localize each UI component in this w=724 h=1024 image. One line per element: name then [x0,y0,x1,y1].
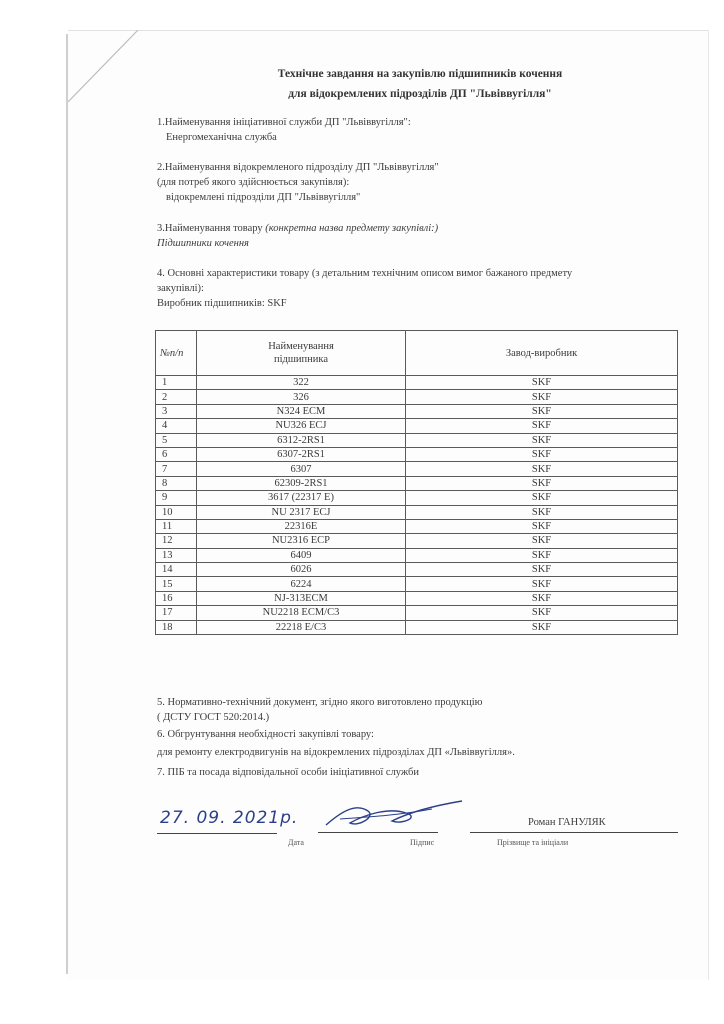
caption-signature: Підпис [410,838,435,847]
doc-title-line2: для відокремлених підрозділів ДП "Львіввугілля" [288,88,552,100]
section1-label: 1.Найменування ініціативної служби ДП "Львіввугілля": [157,117,411,128]
section2-sub: (для потреб якого здійснюється закупівля): [157,177,350,188]
manufacturer: SKF [406,577,678,591]
signature-underline [318,832,438,833]
table-row [156,577,678,591]
row-number: 9 [156,491,197,505]
bearing-name: NU2316 ECP [197,534,406,548]
table-row [156,404,678,418]
date-underline [157,833,277,834]
bearing-name: 22316E [197,519,406,533]
name-underline [470,832,678,833]
bearing-name: 6224 [197,577,406,591]
row-number: 8 [156,476,197,490]
manufacturer: SKF [406,491,678,505]
bearing-name: N324 ECM [197,404,406,418]
bearing-name: 6307 [197,462,406,476]
caption-name: Прізвище та ініціали [497,838,569,847]
row-number: 12 [156,534,197,548]
row-number: 7 [156,462,197,476]
manufacturer: SKF [406,534,678,548]
manufacturer: SKF [406,591,678,605]
manufacturer: SKF [406,563,678,577]
header-name-line1: Найменування [268,341,334,352]
bearing-name: 6026 [197,563,406,577]
manufacturer: SKF [406,519,678,533]
doc-title-line1: Технічне завдання на закупівлю підшипників кочення [277,68,563,80]
manufacturer: SKF [406,419,678,433]
table-row [156,563,678,577]
manufacturer: SKF [406,390,678,404]
header-name [197,331,406,376]
row-number: 16 [156,591,197,605]
section6-label: 6. Обгрунтування необхідності закупівлі товару: [157,729,374,740]
section6-value: для ремонту електродвигунів на відокремлених підрозділах ДП «Львіввугілля». [157,747,515,758]
row-number: 10 [156,505,197,519]
manufacturer: SKF [406,433,678,447]
row-number: 18 [156,620,197,634]
table-row [156,491,678,505]
bearing-name: 326 [197,390,406,404]
sheet-right-edge [708,30,709,980]
section7-label: 7. ПІБ та посада відповідальної особи ініціативної служби [157,767,419,778]
signature-scribble [320,795,470,840]
manufacturer: SKF [406,620,678,634]
sheet-left-edge [66,34,68,974]
manufacturer: SKF [406,404,678,418]
bearing-name: NU 2317 ECJ [197,505,406,519]
section4-label-b: закупівлі): [157,283,204,294]
header-name-line2: підшипника [273,354,329,365]
row-number: 11 [156,519,197,533]
section3-value: Підшипники кочення [157,238,249,249]
table-row [156,390,678,404]
section3-label [157,223,438,234]
bearing-name: NU326 ECJ [197,419,406,433]
row-number: 13 [156,548,197,562]
bearing-name: 22218 E/C3 [197,620,406,634]
manufacturer: SKF [406,476,678,490]
manufacturer: SKF [406,376,678,390]
section3-note: (конкретна назва предмету закупівлі:) [265,223,439,234]
row-number: 4 [156,419,197,433]
row-number: 1 [156,376,197,390]
row-number: 3 [156,404,197,418]
table-row [156,620,678,634]
section4-label-a: 4. Основні характеристики товару (з детальним технічним описом вимог бажаного предмету [157,268,573,279]
bearing-name: 6409 [197,548,406,562]
table-row [156,476,678,490]
manufacturer-line: Виробник підшипників: SKF [157,298,287,309]
row-number: 5 [156,433,197,447]
section5-label: 5. Нормативно-технічний документ, згідно якого виготовлено продукцію [157,697,483,708]
bearing-name: NJ-313ECM [197,591,406,605]
table-row [156,376,678,390]
table-row [156,433,678,447]
table-header-row [156,331,678,376]
row-number: 15 [156,577,197,591]
manufacturer: SKF [406,548,678,562]
section2-label: 2.Найменування відокремленого підрозділу ДП "Львіввугілля" [157,162,439,173]
row-number: 17 [156,606,197,620]
corner-fold [68,30,158,110]
section3-label-text: 3.Найменування товару [157,223,263,234]
sheet-top-edge [68,30,708,31]
table-row [156,419,678,433]
table-row [156,519,678,533]
section5-value: ( ДСТУ ГОСТ 520:2014.) [157,712,270,723]
bearing-name: 322 [197,376,406,390]
table-row [156,447,678,461]
bearing-name: 6307-2RS1 [197,447,406,461]
table-row [156,534,678,548]
row-number: 2 [156,390,197,404]
bearings-table [155,330,678,635]
row-number: 14 [156,563,197,577]
caption-date: Дата [288,838,304,847]
bearing-name: 6312-2RS1 [197,433,406,447]
row-number: 6 [156,447,197,461]
table-body [156,376,678,635]
manufacturer: SKF [406,462,678,476]
table-row [156,591,678,605]
handwritten-date: 27. 09. 2021р. [160,808,299,828]
bearing-name: NU2218 ECM/C3 [197,606,406,620]
signer-name: Роман ГАНУЛЯК [528,817,606,828]
header-num: №п/п [156,331,197,376]
table-row [156,505,678,519]
section1-value: Енергомеханічна служба [166,132,277,143]
manufacturer: SKF [406,447,678,461]
manufacturer: SKF [406,505,678,519]
header-maker: Завод-виробник [406,331,678,376]
table-row [156,606,678,620]
section2-value: відокремлені підрозділи ДП "Львіввугілля" [166,192,361,203]
table-row [156,548,678,562]
bearing-name: 62309-2RS1 [197,476,406,490]
table-row [156,462,678,476]
bearing-name: 3617 (22317 E) [197,491,406,505]
manufacturer: SKF [406,606,678,620]
